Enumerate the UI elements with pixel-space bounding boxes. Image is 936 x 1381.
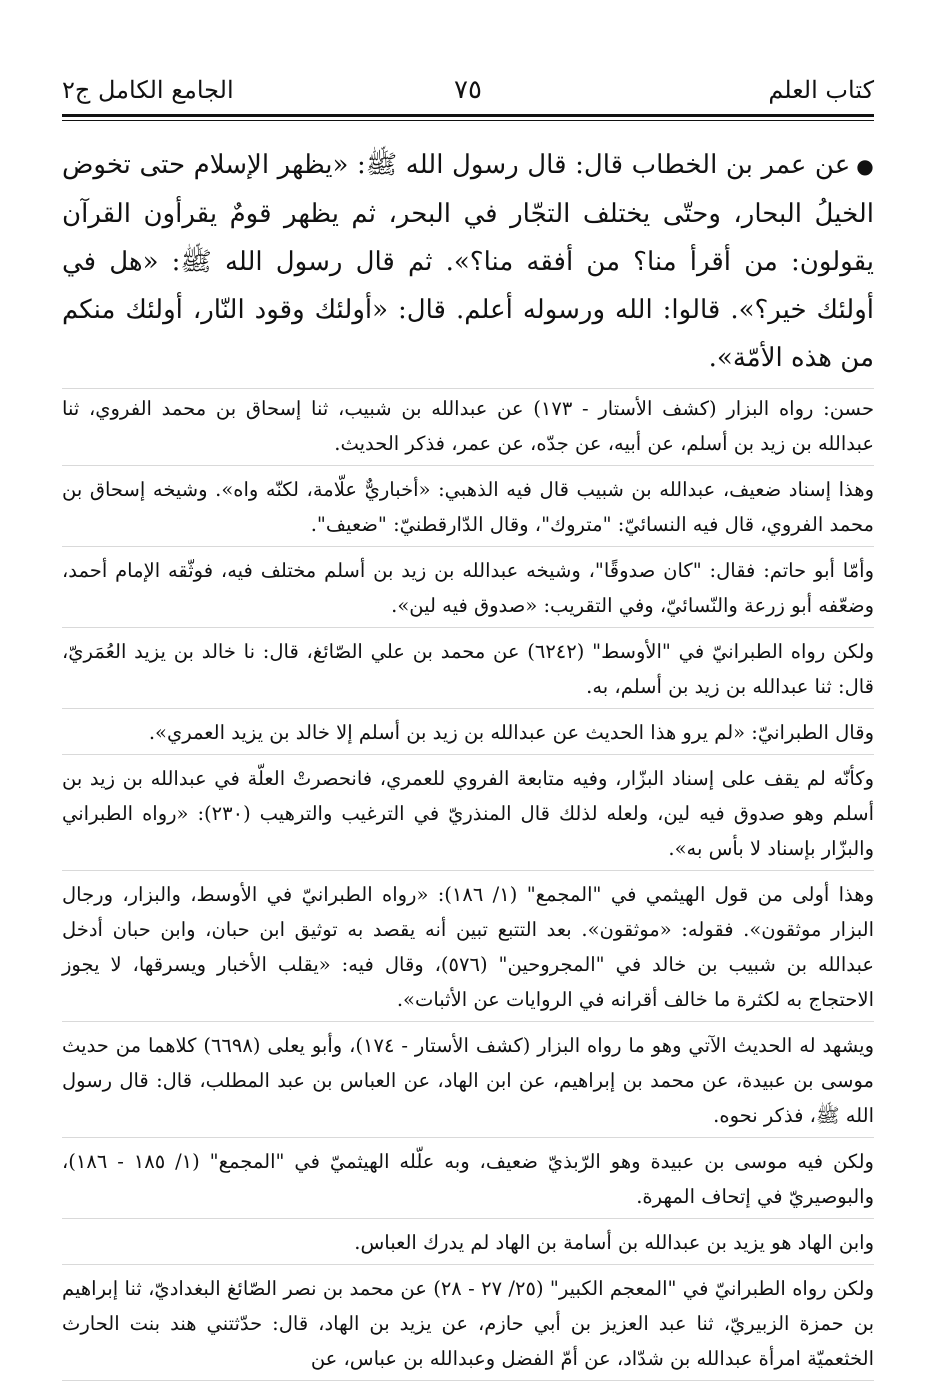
note-paragraph: حسن: رواه البزار (كشف الأستار - ١٧٣) عن عبدالله بن شبيب، ثنا إسحاق بن محمد الفروي، ثنا عبدالله بن زيد بن أسلم، عن أبيه، عن جدّه، عن عمر، فذكر الحديث. — [62, 388, 874, 466]
page-number: ٧٥ — [454, 75, 482, 105]
header-rule-thin — [62, 120, 874, 121]
note-paragraph: ولكن رواه الطبرانيّ في "المعجم الكبير" (٢٥/ ٢٧ - ٢٨) عن محمد بن نصر الصّائغ البغداديّ، ثنا إبراهيم بن حمزة الزبيريّ، ثنا عبد العزيز بن أبي حازم، عن يزيد بن الهاد، قال: حدّثتني هند بنت الحارث الخثعميّة امرأة عبدالله بن شدّاد، عن أمّ الفضل وعبدالله بن عباس، عن — [62, 1271, 874, 1381]
book-title: كتاب العلم — [768, 76, 874, 104]
note-paragraph: ولكن فيه موسى بن عبيدة وهو الرّبذيّ ضعيف، وبه علّله الهيثميّ في "المجمع" (١/ ١٨٥ - ١٨٦)، والبوصيريّ في إتحاف المهرة. — [62, 1144, 874, 1219]
note-paragraph: وهذا إسناد ضعيف، عبدالله بن شبيب قال فيه الذهبي: «أخباريٌّ علّامة، لكنّه واه». وشيخه إسحاق بن محمد الفروي، قال فيه النسائيّ: "متروك"، وقال الدّارقطنيّ: "ضعيف". — [62, 472, 874, 547]
note-paragraph: وأمّا أبو حاتم: فقال: "كان صدوقًا"، وشيخه عبدالله بن زيد بن أسلم مختلف فيه، فوثّقه الإمام أحمد، وضعّفه أبو زرعة والنّسائيّ، وفي التقريب: «صدوق فيه لين». — [62, 553, 874, 628]
main-hadith-text: عن عمر بن الخطاب قال: قال رسول الله ﷺ: «يظهر الإسلام حتى تخوض الخيلُ البحار، وحتّى يختلف التجّار في البحر، ثم يظهر قومٌ يقرأون القرآن يقولون: من أقرأ منا؟ من أفقه منا؟». ثم قال رسول الله ﷺ: «هل في أولئك خير؟». قالوا: الله ورسوله أعلم. قال: «أولئك وقود النّار، أولئك منكم من هذه الأمّة». — [62, 150, 875, 373]
note-paragraph: ويشهد له الحديث الآتي وهو ما رواه البزار (كشف الأستار - ١٧٤)، وأبو يعلى (٦٦٩٨) كلاهما من حديث موسى بن عبيدة، عن محمد بن إبراهيم، عن ابن الهاد، عن العباس بن عبد المطلب، قال: قال رسول الله ﷺ، فذكر نحوه. — [62, 1028, 874, 1138]
note-paragraph: وكأنّه لم يقف على إسناد البزّار، وفيه متابعة الفروي للعمري، فانحصرتْ العلّة في عبدالله بن زيد بن أسلم وهو صدوق فيه لين، ولعله لذلك قال المنذريّ في الترغيب والترهيب (٢٣٠): «رواه الطبراني والبزّار بإسناد لا بأس به». — [62, 761, 874, 871]
note-paragraph: وابن الهاد هو يزيد بن عبدالله بن أسامة بن الهاد لم يدرك العباس. — [62, 1225, 874, 1265]
bullet-icon: ● — [856, 154, 875, 178]
note-paragraph: ولكن رواه الطبرانيّ في "الأوسط" (٦٢٤٢) عن محمد بن علي الصّائغ، قال: نا خالد بن يزيد العُمَريّ، قال: ثنا عبدالله بن زيد بن أسلم، به. — [62, 634, 874, 709]
main-hadith-paragraph — [62, 141, 874, 382]
note-paragraph: وقال الطبرانيّ: «لم يرو هذا الحديث عن عبدالله بن زيد بن أسلم إلا خالد بن يزيد العمري». — [62, 715, 874, 755]
volume-title: الجامع الكامل ج٢ — [61, 76, 234, 104]
header-rule-thick — [62, 114, 874, 117]
page-header — [62, 72, 874, 108]
note-paragraph: وهذا أولى من قول الهيثمي في "المجمع" (١/ ١٨٦): «رواه الطبرانيّ في الأوسط، والبزار، ورجال البزار موثقون». فقوله: «موثقون». بعد التتبع تبين أنه يقصد به توثيق ابن حبان، وابن حبان أدخل عبدالله بن شبيب بن خالد في "المجروحين" (٥٧٦)، وقال فيه: «يقلب الأخبار ويسرقها، لا يجوز الاحتجاج به لكثرة ما خالف أقرانه في الروايات عن الأثبات». — [62, 877, 874, 1022]
